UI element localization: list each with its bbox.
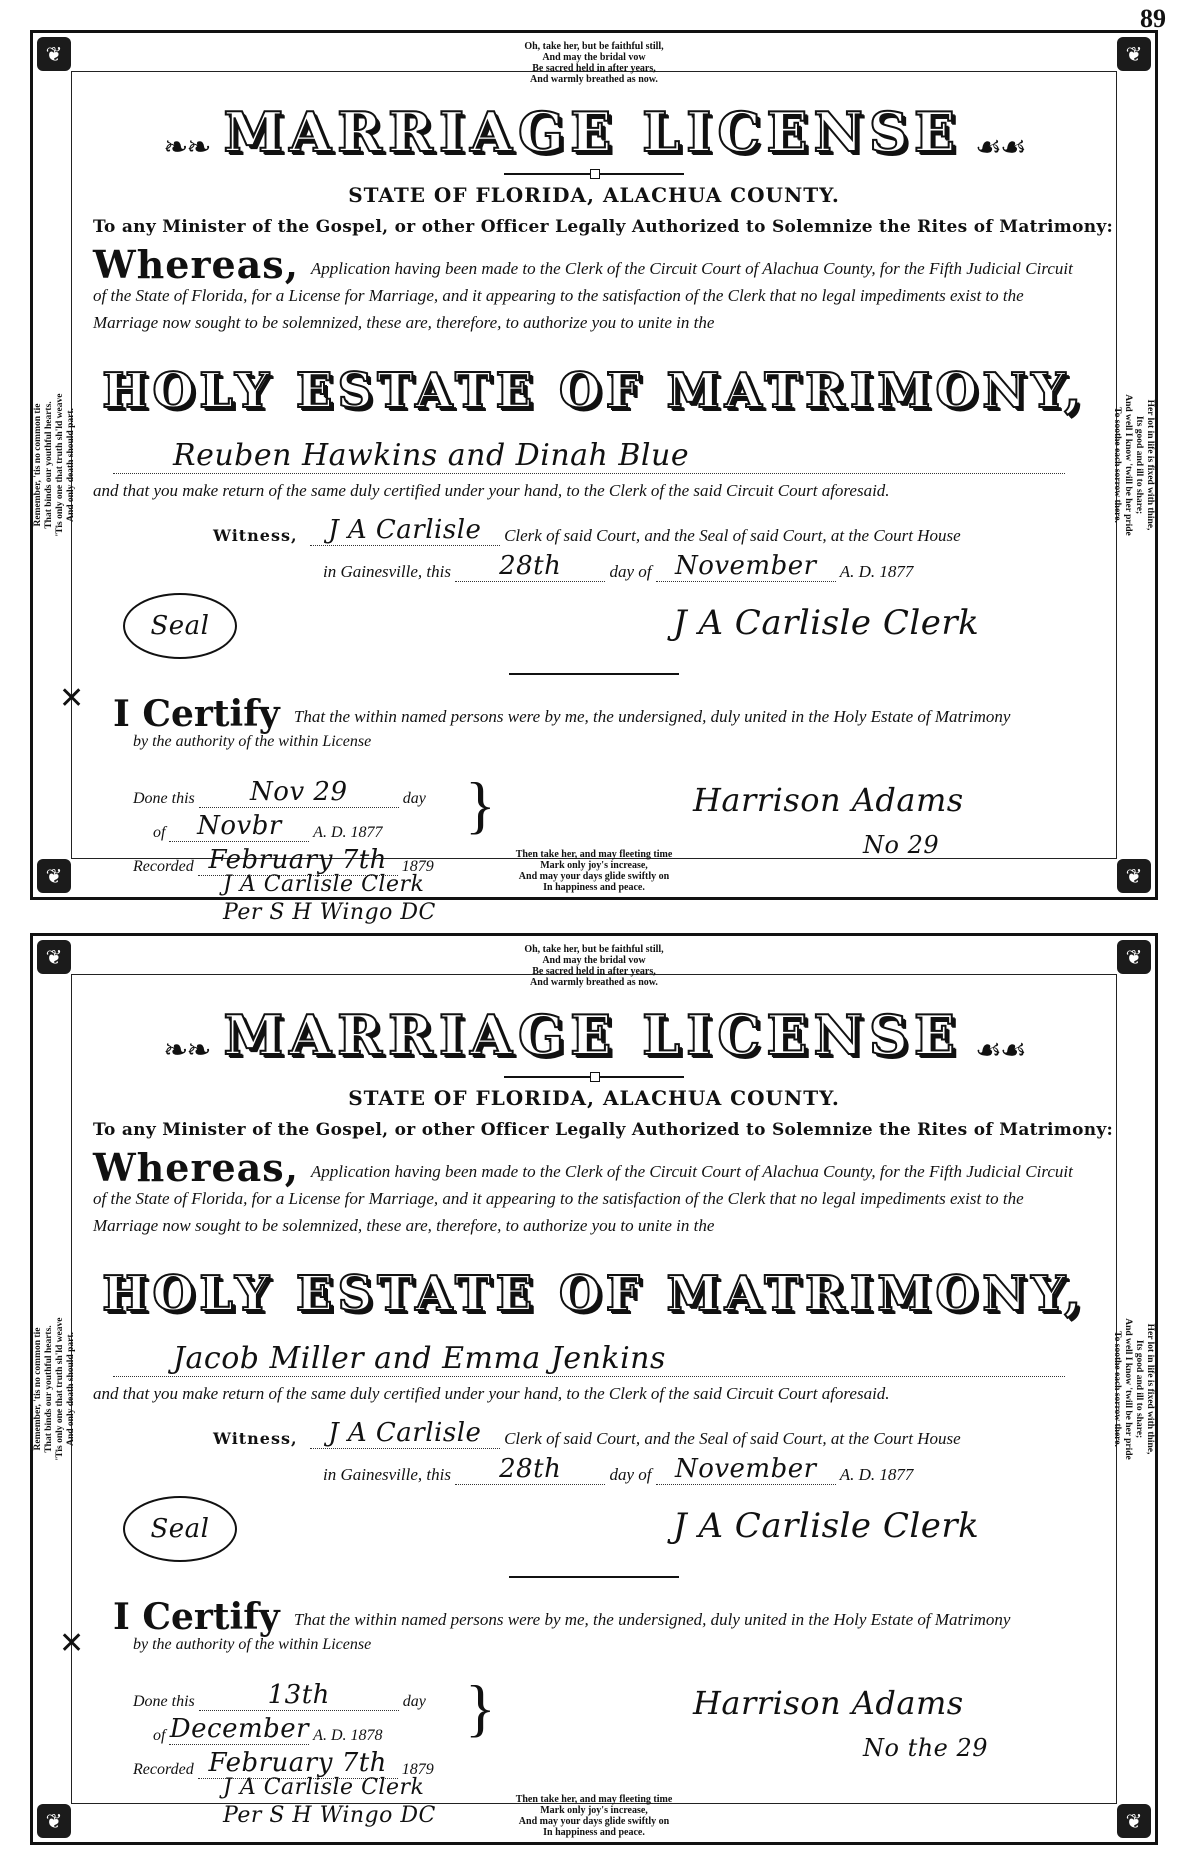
salutation: To any Minister of the Gospel, or other Officer Legally Authorized to Solemnize the Rites of Matrimony:	[93, 217, 1114, 237]
officiant-signature: Harrison Adams	[693, 1684, 964, 1722]
witness-row	[213, 1416, 1085, 1449]
certify-row	[113, 1596, 1085, 1638]
gainesville-label: in Gainesville, this	[323, 1465, 451, 1484]
verse-line: And only death should part.	[66, 408, 76, 522]
deputy-signature: Per S H Wingo DC	[223, 1803, 436, 1828]
ornament-icon: ❦	[1117, 1804, 1151, 1838]
clerk-signature: J A Carlisle Clerk	[673, 603, 980, 643]
recorded-year: 1879	[401, 858, 434, 875]
verse-line: Be sacred held in after years,	[532, 63, 656, 74]
divider	[504, 1076, 684, 1078]
officiant-signature: Harrison Adams	[693, 781, 964, 819]
verse-line: In happiness and peace.	[543, 882, 645, 893]
state-county: STATE OF FLORIDA, ALACHUA COUNTY.	[348, 183, 840, 207]
witness-label: Witness,	[213, 526, 298, 545]
verse-line: Its good and ill to share;	[1134, 415, 1144, 515]
issue-day: 28th	[499, 551, 562, 581]
state-county: STATE OF FLORIDA, ALACHUA COUNTY.	[348, 1086, 840, 1110]
witness-clerk-field	[310, 1416, 500, 1449]
verse-line: That binds our youthful hearts.	[44, 401, 54, 529]
record-number: No the 29	[863, 1734, 989, 1762]
verse-line: Its good and ill to share;	[1134, 1339, 1144, 1439]
done-day: 13th	[267, 1680, 330, 1710]
of-label: of	[153, 1727, 166, 1744]
verse-line: To soothe each sorrow there.	[1112, 1331, 1122, 1447]
verse-line: In happiness and peace.	[543, 1827, 645, 1838]
ornament-icon: ❦	[37, 940, 71, 974]
verse-line: Mark only joy's increase,	[540, 1805, 648, 1816]
verse-bottom	[33, 1794, 1155, 1838]
issue-date-row	[323, 549, 1085, 582]
return-instruction: and that you make return of the same duly certified under your hand, to the Clerk of the said Circuit Court aforesaid.	[93, 481, 890, 500]
seal-label: Seal	[150, 611, 210, 641]
seal	[123, 593, 237, 659]
ornament-icon: ❦	[37, 1804, 71, 1838]
recorder-signature: J A Carlisle Clerk	[223, 1775, 425, 1800]
flourish-icon: ❧❧	[163, 130, 210, 164]
officiant-signature-block	[693, 781, 964, 819]
verse-top	[33, 944, 1155, 988]
day-label: day	[402, 1693, 426, 1710]
authority-line: by the authority of the within License	[133, 1636, 372, 1653]
marriage-license-2	[30, 933, 1158, 1845]
issue-month: November	[674, 551, 817, 581]
issue-day-field	[455, 1452, 605, 1485]
whereas-paragraph	[93, 242, 1085, 336]
issue-month-field	[656, 1452, 836, 1485]
issue-year: A. D. 1877	[839, 562, 914, 581]
verse-line: Oh, take her, but be faithful still,	[524, 944, 664, 955]
verse-line: And only death should part.	[66, 1332, 76, 1446]
recorded-year: 1879	[401, 1761, 434, 1778]
ornament-icon: ❦	[1117, 37, 1151, 71]
issue-year: A. D. 1877	[839, 1465, 914, 1484]
x-mark-icon: ✕	[59, 681, 85, 716]
couple-names-field	[113, 433, 1065, 474]
done-month: Novbr	[197, 811, 282, 841]
issue-month: November	[674, 1454, 817, 1484]
marriage-license-1	[30, 30, 1158, 925]
verse-line: Oh, take her, but be faithful still,	[524, 41, 664, 52]
clerk-signature-block	[673, 603, 979, 643]
done-this-label: Done this	[133, 1693, 195, 1710]
divider	[509, 1576, 679, 1578]
done-row	[133, 1678, 426, 1711]
clerk-signature: J A Carlisle Clerk	[673, 1506, 980, 1546]
certify-text: That the within named persons were by me, the undersigned, duly united in the Holy Estate of Matrimony	[293, 1610, 1011, 1629]
issue-day: 28th	[499, 1454, 562, 1484]
verse-line: Then take her, and may fleeting time	[515, 849, 673, 860]
verse-line: And may your days glide swiftly on	[518, 871, 670, 882]
done-year: A. D. 1878	[313, 1727, 383, 1744]
divider	[509, 673, 679, 675]
seal	[123, 1496, 237, 1562]
done-day-field	[199, 775, 399, 808]
verse-line: And well I know 'twill be her pride	[1123, 394, 1133, 536]
done-day: Nov 29	[250, 777, 348, 807]
authority-line: by the authority of the within License	[133, 733, 372, 750]
whereas-paragraph	[93, 1145, 1085, 1239]
certify-row	[113, 693, 1085, 735]
verse-line: Then take her, and may fleeting time	[515, 1794, 673, 1805]
license-title: MARRIAGE LICENSE	[223, 100, 962, 164]
holy-estate-heading: HOLY ESTATE OF MATRIMONY,	[102, 363, 1086, 419]
certify-heading: I Certify	[113, 693, 280, 735]
whereas-text: Application having been made to the Clerk of the Circuit Court of Alachua County, for the Fifth Judicial Circuit of the State of Florida, for a License for Marriage, and it appearing to the satisfaction of the Clerk that no legal impediments exist to the Marriage now sought to be solemnized, these are, therefore, to authorize you to unite in the	[93, 259, 1073, 332]
license-title-row	[33, 1004, 1155, 1068]
verse-line: And may your days glide swiftly on	[518, 1816, 670, 1827]
verse-line: And warmly breathed as now.	[530, 74, 658, 85]
flourish-icon: ❧❧	[163, 1033, 210, 1067]
day-of-label: day of	[609, 1465, 652, 1484]
holy-estate-heading: HOLY ESTATE OF MATRIMONY,	[102, 1266, 1086, 1322]
couple-names-field	[113, 1336, 1065, 1377]
of-label: of	[153, 824, 166, 841]
record-number: No 29	[863, 831, 940, 859]
divider	[504, 173, 684, 175]
return-instruction: and that you make return of the same duly certified under your hand, to the Clerk of the said Circuit Court aforesaid.	[93, 1384, 890, 1403]
verse-line: And well I know 'twill be her pride	[1123, 1318, 1133, 1460]
officiant-signature-block	[693, 1684, 964, 1722]
witness-text: Clerk of said Court, and the Seal of said Court, at the Court House	[504, 526, 961, 545]
ornament-icon: ❦	[37, 859, 71, 893]
recorded-date: February 7th	[208, 1748, 387, 1778]
page-number: 89	[1140, 4, 1166, 33]
witness-text: Clerk of said Court, and the Seal of said Court, at the Court House	[504, 1429, 961, 1448]
brace: }	[465, 769, 496, 840]
flourish-icon: ☙☙	[975, 1033, 1025, 1067]
verse-line: That binds our youthful hearts.	[44, 1325, 54, 1453]
salutation: To any Minister of the Gospel, or other Officer Legally Authorized to Solemnize the Rites of Matrimony:	[93, 1120, 1114, 1140]
flourish-icon: ☙☙	[975, 130, 1025, 164]
couple-names: Reuben Hawkins and Dinah Blue	[173, 438, 690, 473]
done-month-field	[169, 809, 309, 842]
witness-row	[213, 513, 1085, 546]
certify-text: That the within named persons were by me, the undersigned, duly united in the Holy Estate of Matrimony	[293, 707, 1011, 726]
witness-clerk-field	[310, 513, 500, 546]
done-row	[133, 775, 426, 808]
recorded-date: February 7th	[208, 845, 387, 875]
recorder-signature: J A Carlisle Clerk	[223, 872, 425, 897]
done-month-field	[169, 1712, 309, 1745]
clerk-signature-block	[673, 1506, 979, 1546]
issue-day-field	[455, 549, 605, 582]
verse-line: And may the bridal vow	[542, 955, 646, 966]
day-of-label: day of	[609, 562, 652, 581]
verse-line: And warmly breathed as now.	[530, 977, 658, 988]
verse-line: Remember, 'tis no common tie	[33, 1327, 43, 1451]
done-year: A. D. 1877	[313, 824, 383, 841]
verse-line: And may the bridal vow	[542, 52, 646, 63]
ornament-icon: ❦	[1117, 859, 1151, 893]
verse-top	[33, 41, 1155, 85]
done-this-label: Done this	[133, 790, 195, 807]
certify-heading: I Certify	[113, 1596, 280, 1638]
ornament-icon: ❦	[1117, 940, 1151, 974]
recorded-label: Recorded	[133, 858, 194, 875]
whereas-heading: Whereas,	[93, 242, 299, 287]
whereas-heading: Whereas,	[93, 1145, 299, 1190]
of-row	[153, 809, 383, 842]
recorded-label: Recorded	[133, 1761, 194, 1778]
deputy-signature: Per S H Wingo DC	[223, 900, 436, 925]
issue-date-row	[323, 1452, 1085, 1485]
verse-line: Be sacred held in after years,	[532, 966, 656, 977]
gainesville-label: in Gainesville, this	[323, 562, 451, 581]
issue-month-field	[656, 549, 836, 582]
license-title-row	[33, 101, 1155, 165]
verse-line: Her lot in life is fixed with thine,	[1145, 399, 1155, 531]
done-day-field	[199, 1678, 399, 1711]
verse-line: 'Tis only one that truth sh'ld weave	[55, 1317, 65, 1461]
verse-line: To soothe each sorrow there.	[1112, 407, 1122, 523]
record-number-block	[863, 1734, 988, 1762]
witness-clerk-signature: J A Carlisle	[328, 515, 482, 545]
verse-line: 'Tis only one that truth sh'ld weave	[55, 393, 65, 537]
seal-label: Seal	[150, 1514, 210, 1544]
verse-line: Her lot in life is fixed with thine,	[1145, 1323, 1155, 1455]
verse-line: Remember, 'tis no common tie	[33, 403, 43, 527]
verse-bottom	[33, 849, 1155, 893]
license-title: MARRIAGE LICENSE	[223, 1003, 962, 1067]
verse-line: Mark only joy's increase,	[540, 860, 648, 871]
of-row	[153, 1712, 383, 1745]
ornament-icon: ❦	[37, 37, 71, 71]
day-label: day	[402, 790, 426, 807]
witness-clerk-signature: J A Carlisle	[328, 1418, 482, 1448]
done-month: December	[169, 1714, 310, 1744]
whereas-text: Application having been made to the Clerk of the Circuit Court of Alachua County, for the Fifth Judicial Circuit of the State of Florida, for a License for Marriage, and it appearing to the satisfaction of the Clerk that no legal impediments exist to the Marriage now sought to be solemnized, these are, therefore, to authorize you to unite in the	[93, 1162, 1073, 1235]
x-mark-icon: ✕	[59, 1626, 85, 1661]
brace: }	[465, 1672, 496, 1743]
couple-names: Jacob Miller and Emma Jenkins	[173, 1341, 666, 1376]
witness-label: Witness,	[213, 1429, 298, 1448]
